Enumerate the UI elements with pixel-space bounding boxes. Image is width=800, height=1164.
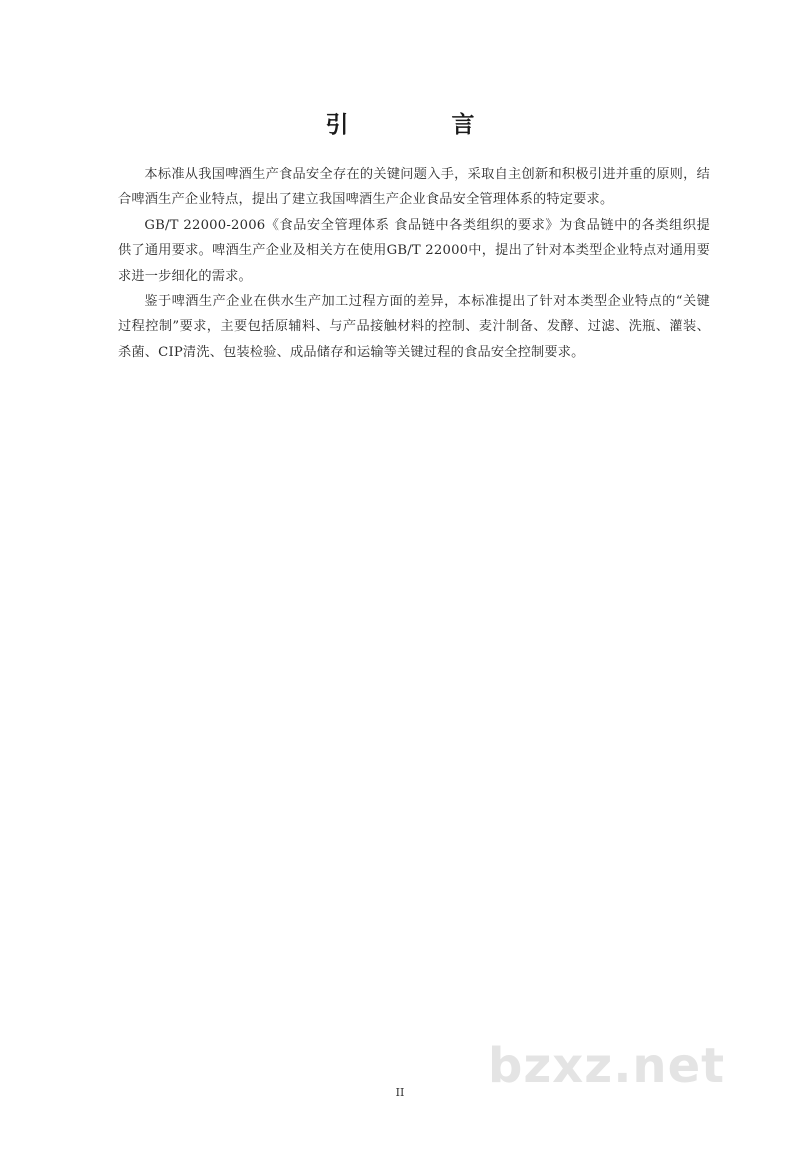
paragraph-3: 鉴于啤酒生产企业在供水生产加工过程方面的差异，本标准提出了针对本类型企业特点的“关键过程控制”要求，主要包括原辅料、与产品接触材料的控制、麦汁制备、发酵、过滤、洗瓶、灌装、杀菌、CIP清洗、包装检验、成品储存和运输等关键过程的食品安全控制要求。 — [118, 294, 710, 360]
paragraph-2: GB/T 22000-2006《食品安全管理体系 食品链中各类组织的要求》为食品链中的各类组织提供了通用要求。啤酒生产企业及相关方在使用GB/T 22000中，提出了针对本类型企业特点对通用要求进一步细化的需求。 — [118, 217, 710, 284]
watermark-logo: bzxz.net — [488, 1038, 726, 1094]
page-title: 引 言 — [325, 112, 515, 138]
paragraph-1: 本标准从我国啤酒生产食品安全存在的关键问题入手，采取自主创新和积极引进并重的原则，结合啤酒生产企业特点，提出了建立我国啤酒生产企业食品安全管理体系的特定要求。 — [118, 167, 710, 208]
body-text — [118, 162, 710, 365]
page-number: II — [395, 1086, 405, 1099]
